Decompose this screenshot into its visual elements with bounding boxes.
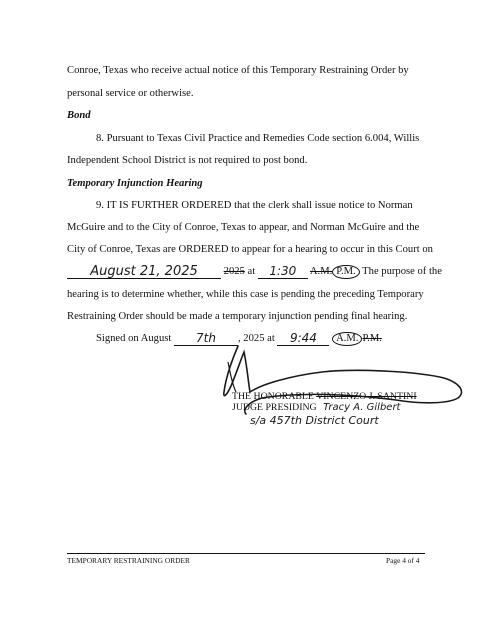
judge-title-line-2 — [232, 401, 400, 414]
temporary-injunction-heading: Temporary Injunction Hearing — [67, 178, 203, 189]
paragraph-8-line-1: 8. Pursuant to Texas Civil Practice and Remedies Code section 6.004, Willis — [96, 133, 420, 144]
purpose-text: The purpose of the — [362, 266, 442, 277]
handwritten-court: s/a 457th District Court — [250, 414, 379, 427]
bond-heading: Bond — [67, 110, 91, 121]
paragraph-9-line-5: hearing is to determine whether, while this case is pending the preceding Temporary — [67, 289, 424, 300]
signed-year-text: , 2025 at — [238, 333, 275, 344]
handwritten-hearing-time: 1:30 — [269, 264, 297, 278]
paragraph-9-line-3: City of Conroe, Texas are ORDERED to appear for a hearing to occur in this Court on — [67, 244, 433, 255]
signed-on-line — [96, 332, 382, 346]
struck-printed-name: VINCENZO J. SANTINI — [316, 391, 417, 402]
paragraph-9-line-2: McGuire and to the City of Conroe, Texas to appear, and Norman McGuire and the — [67, 222, 420, 233]
struck-am: A.M. — [309, 266, 333, 277]
paragraph-9-line-1: 9. IT IS FURTHER ORDERED that the clerk shall issue notice to Norman — [96, 200, 413, 211]
signed-on-text: Signed on August — [96, 333, 172, 344]
hearing-time-blank — [258, 264, 308, 279]
footer-title: TEMPORARY RESTRAINING ORDER — [67, 556, 190, 565]
handwritten-judge-name: Tracy A. Gilbert — [323, 402, 401, 413]
printed-prefix: THE HONORABLE — [232, 391, 314, 402]
judge-presiding: JUDGE PRESIDING — [232, 402, 317, 413]
text-line: Conroe, Texas who receive actual notice of this Temporary Restraining Order by — [67, 65, 409, 76]
hearing-date-blank — [67, 264, 221, 279]
handwritten-hearing-date: August 21, 2025 — [90, 264, 198, 279]
struck-pm: P.M. — [362, 333, 382, 344]
signed-time-blank — [277, 331, 329, 346]
hearing-date-line — [67, 265, 442, 279]
footer-rule — [67, 553, 425, 554]
signed-day-blank — [174, 331, 238, 346]
footer-page-number: Page 4 of 4 — [386, 556, 420, 565]
paragraph-8-line-2: Independent School District is not required to post bond. — [67, 155, 308, 166]
struck-year: 2025 — [223, 266, 245, 277]
handwritten-day: 7th — [196, 331, 216, 345]
paragraph-9-line-6: Restraining Order should be made a temporary injunction pending final hearing. — [67, 311, 408, 322]
text-line: personal service or otherwise. — [67, 88, 194, 99]
handwritten-signed-time: 9:44 — [289, 331, 317, 345]
at-text: at — [247, 266, 256, 277]
circled-am: A.M. — [332, 332, 362, 346]
circled-pm: P.M. — [332, 265, 359, 279]
